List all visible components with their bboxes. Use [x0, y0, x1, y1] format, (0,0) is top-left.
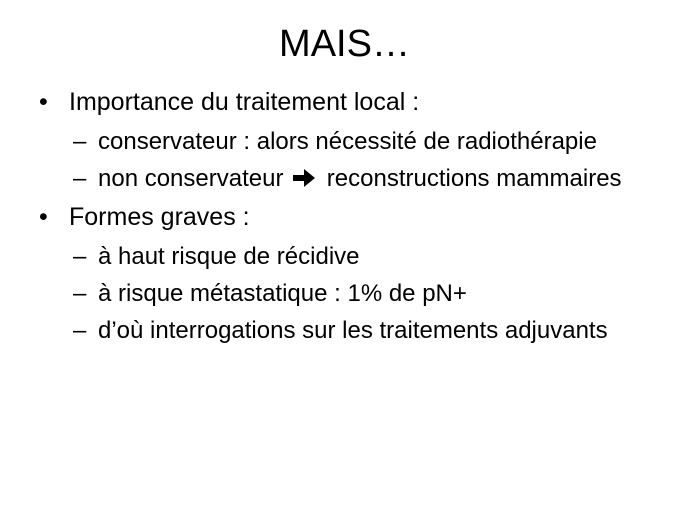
bullet-marker: • [39, 88, 48, 116]
sub-item-non-conservateur [36, 164, 666, 194]
dash-marker: – [73, 243, 87, 270]
sub-item-text: d’où interrogations sur les traitements adjuvants [98, 317, 608, 344]
sub-item-text: conservateur : alors nécessité de radiothérapie [98, 128, 597, 155]
dash-marker: – [73, 165, 87, 192]
bullet-marker: • [39, 203, 48, 231]
bullet-item-formes-graves [36, 201, 666, 233]
slide-title: MAIS… [279, 23, 410, 65]
bullet-text: Importance du traitement local : [69, 88, 420, 116]
sub-item-conservateur [36, 127, 666, 157]
sub-item-text: à risque métastatique : 1% de pN+ [98, 280, 467, 307]
sub-item-risque-metastatique [36, 279, 666, 309]
sub-item-text-after: reconstructions mammaires [326, 165, 622, 192]
dash-marker: – [73, 280, 87, 307]
slide-content [36, 86, 666, 353]
dash-marker: – [73, 317, 87, 344]
dash-marker: – [73, 128, 87, 155]
sub-item-haut-risque [36, 242, 666, 272]
sub-item-interrogations [36, 316, 666, 346]
right-arrow-icon [292, 168, 316, 188]
bullet-item-local-treatment [36, 86, 666, 118]
bullet-text: Formes graves : [69, 203, 250, 231]
sub-item-text: à haut risque de récidive [98, 243, 360, 270]
sub-item-text-before: non conservateur [98, 165, 284, 192]
